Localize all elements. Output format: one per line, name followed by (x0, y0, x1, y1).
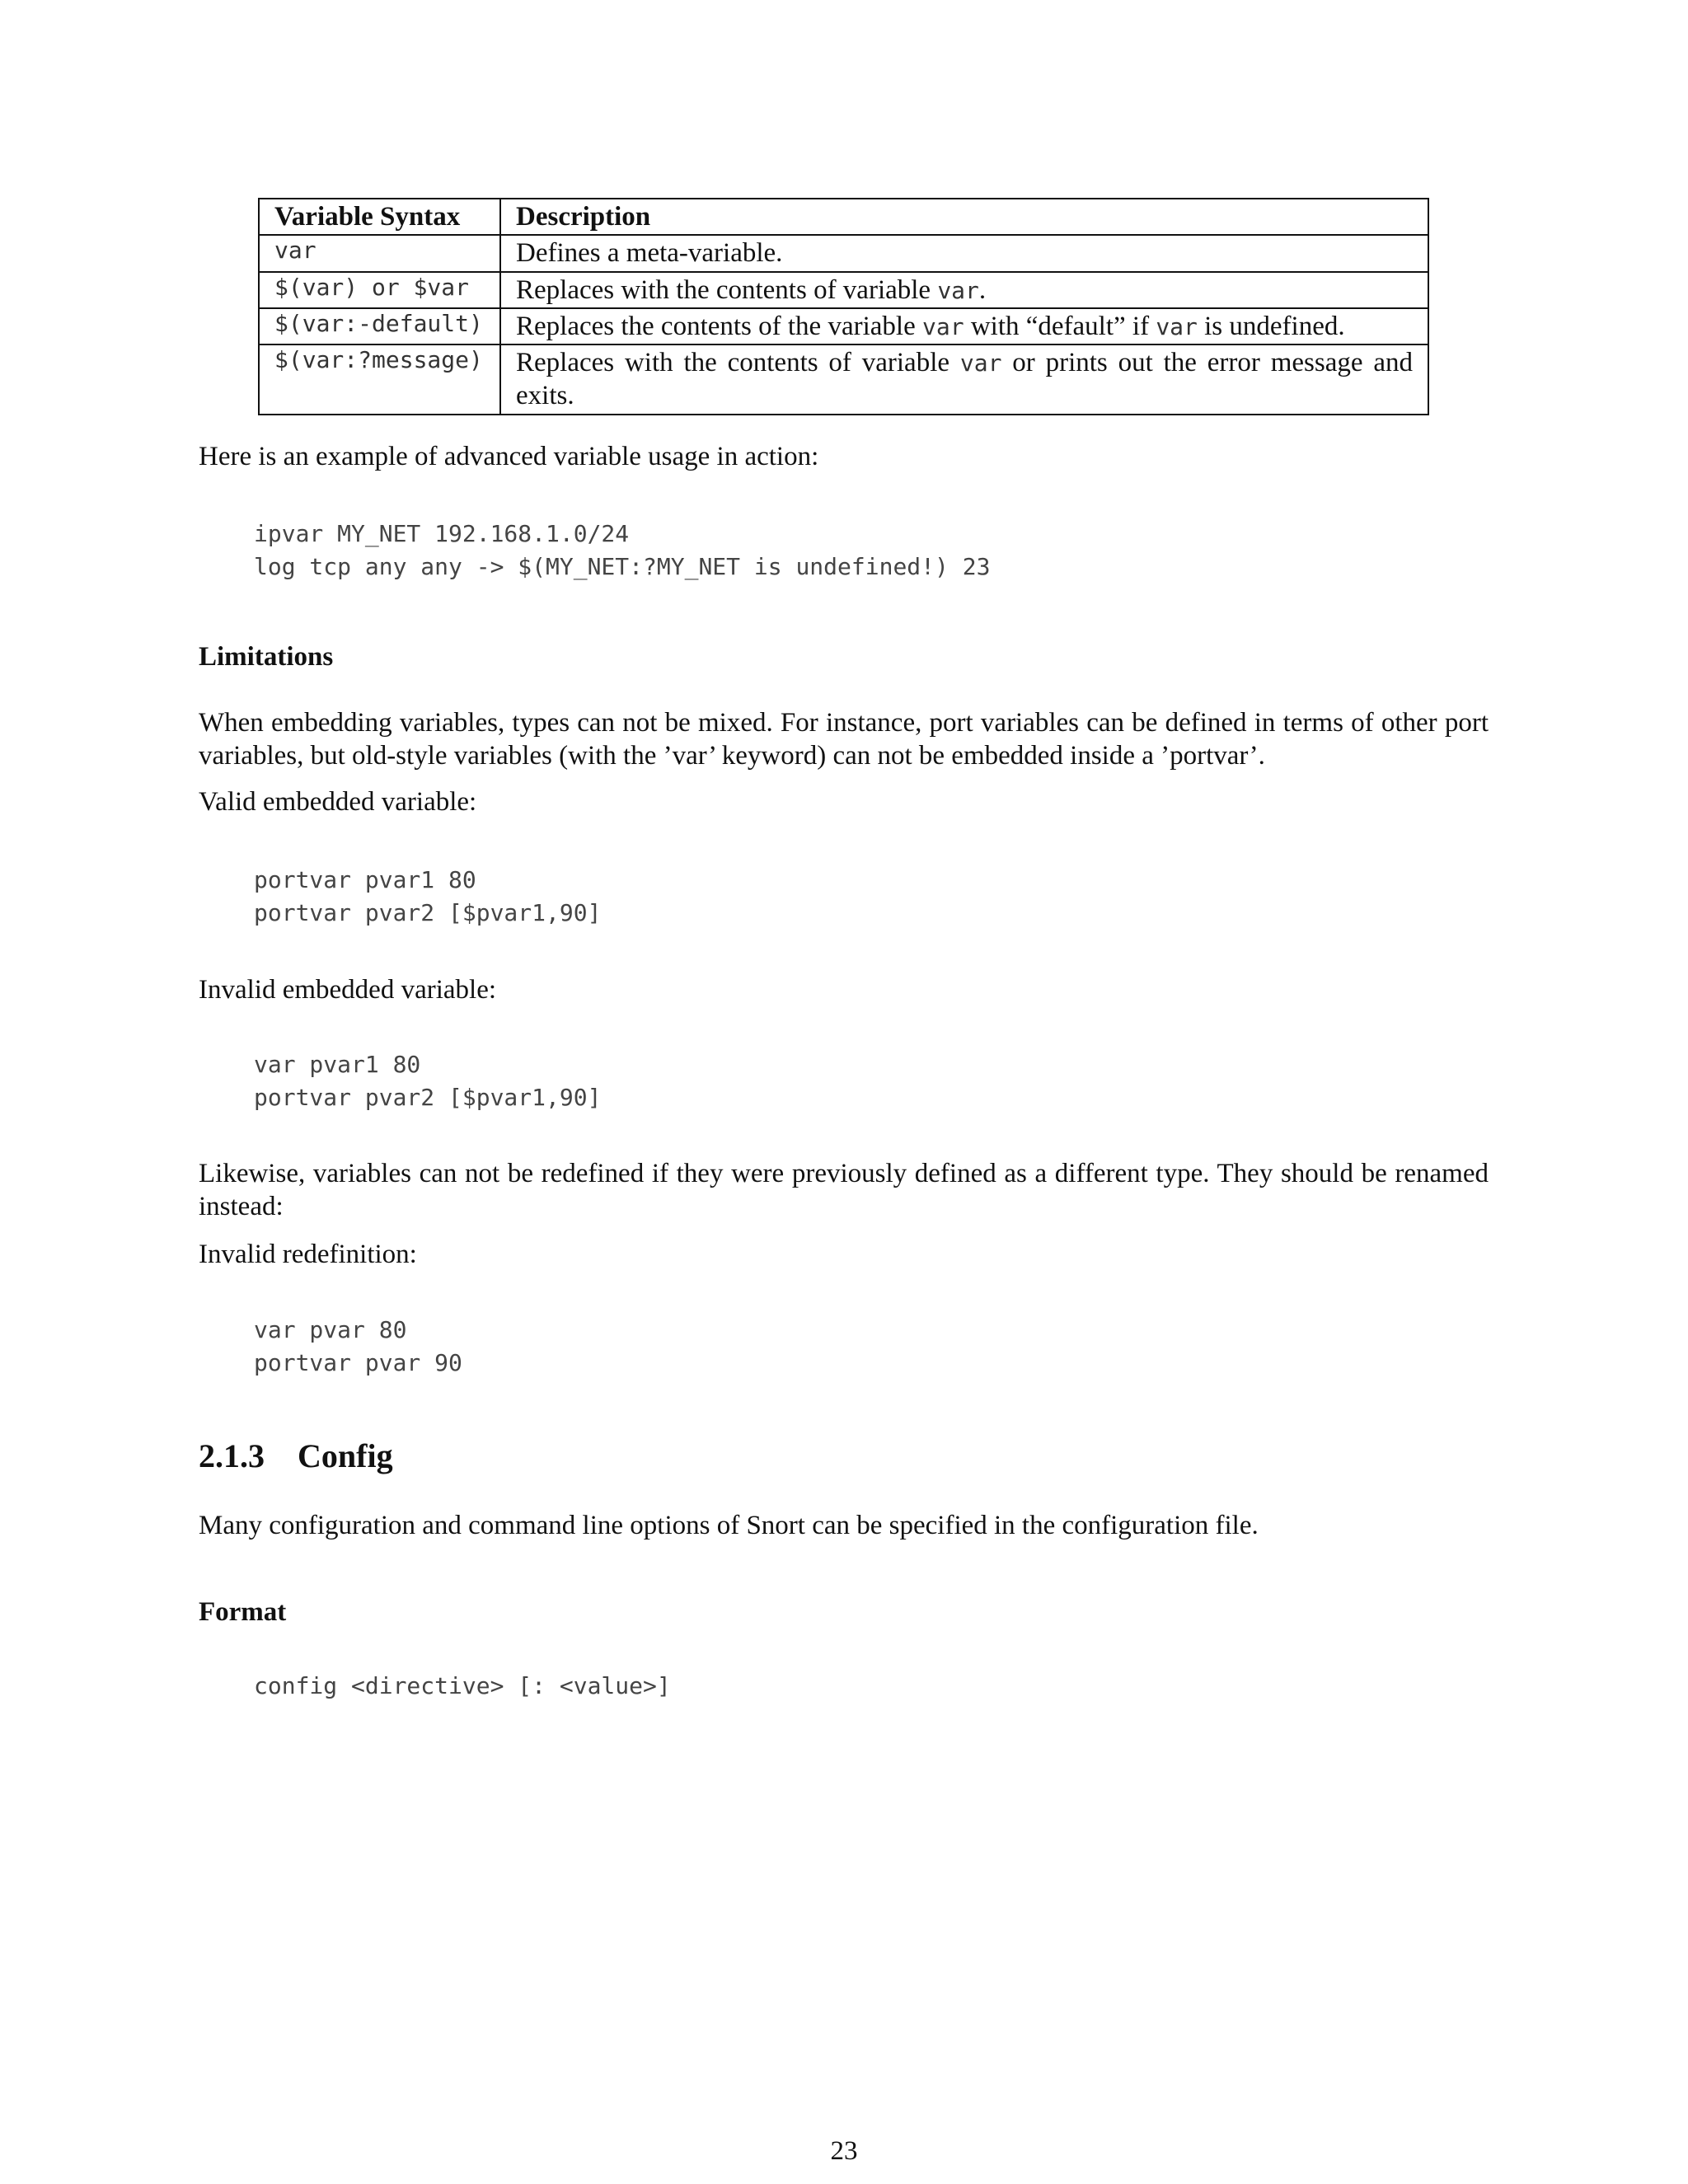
inline-code: var (959, 349, 1002, 377)
table-row (259, 235, 1428, 271)
description-text: Replaces the contents of the variable (516, 311, 922, 341)
table-row (259, 308, 1428, 344)
description-cell (500, 344, 1428, 415)
section-number: 2.1.3 (199, 1437, 265, 1474)
description-text: Replaces with the contents of variable (516, 348, 960, 377)
syntax-cell: $(var:-default) (259, 308, 500, 344)
code-block-valid: portvar pvar1 80 portvar pvar2 [$pvar1,90] (254, 866, 602, 926)
page-number: 23 (830, 2136, 858, 2166)
table-header-description: Description (500, 199, 1428, 235)
section-title: Config (298, 1437, 393, 1474)
section-heading (199, 1436, 393, 1477)
description-text: with “default” if (964, 311, 1156, 341)
table-header-syntax: Variable Syntax (259, 199, 500, 235)
description-text: or prints out the error message and exits. (516, 348, 1413, 411)
description-text: Replaces with the contents of variable (516, 274, 938, 305)
description-cell (500, 272, 1428, 308)
paragraph-valid-label: Valid embedded variable: (199, 787, 477, 817)
subsection-title-limitations: Limitations (199, 642, 334, 672)
inline-code: var (937, 276, 979, 304)
syntax-cell: var (259, 235, 500, 271)
inline-code: var (921, 312, 964, 340)
description-cell (500, 308, 1428, 344)
code-block-example: ipvar MY_NET 192.168.1.0/24 log tcp any any -> $(MY_NET:?MY_NET is undefined!) 23 (254, 520, 991, 580)
subsection-title-format: Format (199, 1597, 287, 1627)
variable-syntax-table (258, 198, 1429, 415)
paragraph-likewise: Likewise, variables can not be redefined if they were previously defined as a different type. They should be renamed instead: (199, 1159, 1489, 1222)
description-text: . (978, 274, 987, 305)
table-row (259, 272, 1428, 308)
paragraph-config: Many configuration and command line options of Snort can be specified in the configuration file. (199, 1511, 1259, 1540)
syntax-cell: $(var) or $var (259, 272, 500, 308)
inline-code: var (1156, 312, 1198, 340)
code-block-invalid: var pvar1 80 portvar pvar2 [$pvar1,90] (254, 1051, 602, 1111)
paragraph-invalid-label: Invalid embedded variable: (199, 975, 497, 1005)
description-cell (500, 235, 1428, 271)
table-row (259, 344, 1428, 415)
description-text: Defines a meta-variable. (516, 238, 783, 269)
code-block-format: config <directive> [: <value>] (254, 1672, 671, 1699)
description-text: is undefined. (1197, 311, 1345, 341)
code-block-redefinition: var pvar 80 portvar pvar 90 (254, 1316, 462, 1376)
paragraph-limitations: When embedding variables, types can not be mixed. For instance, port variables can be defined in terms of other port variables, but old-style variables (with the ’var’ keyword) can not be embedded inside a ’portvar’. (199, 708, 1489, 771)
paragraph-invalid-redefinition-label: Invalid redefinition: (199, 1240, 417, 1269)
paragraph-example-intro: Here is an example of advanced variable usage in action: (199, 442, 819, 471)
table-header-row (259, 199, 1428, 235)
syntax-cell: $(var:?message) (259, 344, 500, 415)
